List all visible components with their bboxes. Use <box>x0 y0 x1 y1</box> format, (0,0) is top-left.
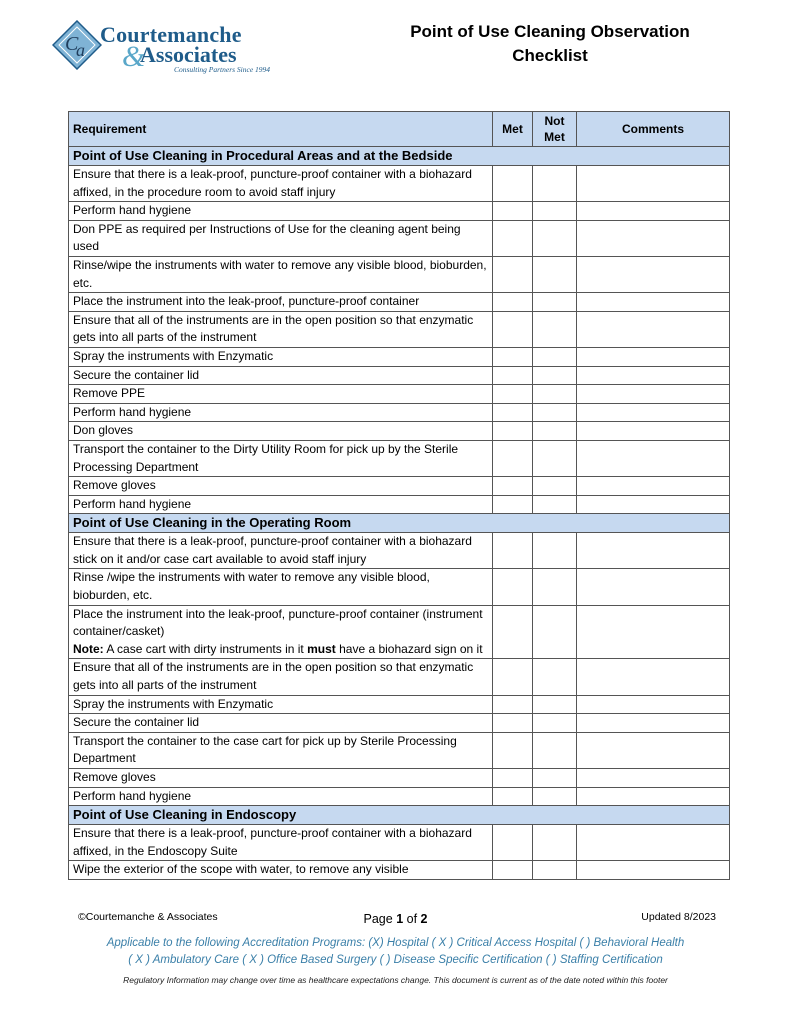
svg-text:C: C <box>65 33 79 55</box>
met-cell[interactable] <box>493 695 533 714</box>
table-row <box>69 495 730 514</box>
table-row <box>69 569 730 605</box>
not-met-cell[interactable] <box>533 202 577 221</box>
requirement-text: Remove gloves <box>69 769 493 788</box>
requirement-text: Place the instrument into the leak-proof, puncture-proof container <box>69 293 493 312</box>
section-title: Point of Use Cleaning in the Operating Room <box>69 514 730 533</box>
programs-line-1: Applicable to the following Accreditation Programs: (X) Hospital ( X ) Critical Access Hospital ( ) Behavioral Health <box>106 937 685 949</box>
table-row <box>69 202 730 221</box>
requirement-text: Ensure that there is a leak-proof, puncture-proof container with a biohazard affixed, in the procedure room to avoid staff injury <box>69 166 493 202</box>
requirement-text: Ensure that all of the instruments are in the open position so that enzymatic gets into all parts of the instrument <box>69 311 493 347</box>
footer-page-number: Page 1 of 2 <box>363 912 428 926</box>
comments-cell[interactable] <box>577 440 730 476</box>
section-header-endoscopy <box>69 806 730 825</box>
not-met-cell[interactable] <box>533 569 577 605</box>
table-row <box>69 366 730 385</box>
not-met-cell[interactable] <box>533 495 577 514</box>
met-cell[interactable] <box>493 166 533 202</box>
requirement-text: Ensure that there is a leak-proof, puncture-proof container with a biohazard stick on it and/or case cart available to avoid staff injury <box>69 533 493 569</box>
requirement-text: Place the instrument into the leak-proof, puncture-proof container (instrument container/casket) Note: A case cart with dirty instruments in it must have a biohazard sign on it <box>69 605 493 659</box>
comments-cell[interactable] <box>577 403 730 422</box>
comments-cell[interactable] <box>577 825 730 861</box>
not-met-cell[interactable] <box>533 659 577 695</box>
not-met-cell[interactable] <box>533 293 577 312</box>
table-row <box>69 385 730 404</box>
comments-cell[interactable] <box>577 166 730 202</box>
col-header-not-met: Not Met <box>533 112 577 147</box>
programs-line-2: ( X ) Ambulatory Care ( X ) Office Based Surgery ( ) Disease Specific Certification ( ) Staffing Certification <box>128 954 663 966</box>
not-met-cell[interactable] <box>533 385 577 404</box>
table-row <box>69 769 730 788</box>
footer-disclaimer: Regulatory Information may change over time as healthcare expectations change. This document is current as of the date noted within this footer <box>123 975 668 985</box>
met-cell[interactable] <box>493 440 533 476</box>
requirement-text: Perform hand hygiene <box>69 495 493 514</box>
footer-updated-date: Updated 8/2023 <box>641 911 716 923</box>
comments-cell[interactable] <box>577 477 730 496</box>
requirement-text: Secure the container lid <box>69 714 493 733</box>
requirement-text: Transport the container to the case cart for pick up by Sterile Processing Department <box>69 732 493 768</box>
logo-ampersand: & <box>122 40 146 73</box>
comments-cell[interactable] <box>577 366 730 385</box>
comments-cell[interactable] <box>577 202 730 221</box>
requirement-text: Transport the container to the Dirty Utility Room for pick up by the Sterile Processing Department <box>69 440 493 476</box>
logo-associates: Associates <box>140 42 237 67</box>
met-cell[interactable] <box>493 569 533 605</box>
table-row <box>69 659 730 695</box>
title-line-2: Checklist <box>512 46 588 65</box>
table-row <box>69 422 730 441</box>
not-met-cell[interactable] <box>533 605 577 659</box>
met-cell[interactable] <box>493 256 533 292</box>
not-met-cell[interactable] <box>533 366 577 385</box>
table-row <box>69 347 730 366</box>
comments-cell[interactable] <box>577 293 730 312</box>
requirement-text: Secure the container lid <box>69 366 493 385</box>
page-title <box>380 20 720 68</box>
requirement-text: Ensure that there is a leak-proof, puncture-proof container with a biohazard affixed, in the Endoscopy Suite <box>69 825 493 861</box>
requirement-text: Rinse /wipe the instruments with water to remove any visible blood, bioburden, etc. <box>69 569 493 605</box>
comments-cell[interactable] <box>577 714 730 733</box>
not-met-cell[interactable] <box>533 256 577 292</box>
not-met-cell[interactable] <box>533 440 577 476</box>
table-row <box>69 220 730 256</box>
title-line-1: Point of Use Cleaning Observation <box>410 22 690 41</box>
not-met-cell[interactable] <box>533 825 577 861</box>
not-met-cell[interactable] <box>533 769 577 788</box>
not-met-cell[interactable] <box>533 695 577 714</box>
section-header-procedural <box>69 147 730 166</box>
met-cell[interactable] <box>493 311 533 347</box>
met-cell[interactable] <box>493 861 533 880</box>
not-met-cell[interactable] <box>533 311 577 347</box>
table-row <box>69 256 730 292</box>
not-met-cell[interactable] <box>533 533 577 569</box>
requirement-text: Ensure that all of the instruments are in the open position so that enzymatic gets into all parts of the instrument <box>69 659 493 695</box>
requirement-text: Remove PPE <box>69 385 493 404</box>
col-header-met: Met <box>493 112 533 147</box>
table-row <box>69 440 730 476</box>
not-met-cell[interactable] <box>533 347 577 366</box>
comments-cell[interactable] <box>577 605 730 659</box>
requirement-text: Wipe the exterior of the scope with water, to remove any visible <box>69 861 493 880</box>
not-met-cell[interactable] <box>533 787 577 806</box>
section-header-operating-room <box>69 514 730 533</box>
section-title: Point of Use Cleaning in Procedural Areas and at the Bedside <box>69 147 730 166</box>
met-cell[interactable] <box>493 825 533 861</box>
comments-cell[interactable] <box>577 695 730 714</box>
table-row <box>69 732 730 768</box>
requirement-text: Spray the instruments with Enzymatic <box>69 695 493 714</box>
requirement-text: Rinse/wipe the instruments with water to remove any visible blood, bioburden, etc. <box>69 256 493 292</box>
col-header-requirement: Requirement <box>69 112 493 147</box>
met-cell[interactable] <box>493 533 533 569</box>
requirement-note: Note: A case cart with dirty instruments in it must have a biohazard sign on it <box>73 641 483 656</box>
table-header-row <box>69 112 730 147</box>
logo-tagline: Consulting Partners Since 1994 <box>174 65 271 74</box>
comments-cell[interactable] <box>577 732 730 768</box>
comments-cell[interactable] <box>577 769 730 788</box>
met-cell[interactable] <box>493 732 533 768</box>
requirement-text: Perform hand hygiene <box>69 787 493 806</box>
requirement-text: Perform hand hygiene <box>69 403 493 422</box>
comments-cell[interactable] <box>577 861 730 880</box>
comments-cell[interactable] <box>577 533 730 569</box>
comments-cell[interactable] <box>577 659 730 695</box>
met-cell[interactable] <box>493 422 533 441</box>
met-cell[interactable] <box>493 714 533 733</box>
requirement-text: Perform hand hygiene <box>69 202 493 221</box>
footer-copyright: ©Courtemanche & Associates <box>78 911 218 923</box>
not-met-cell[interactable] <box>533 477 577 496</box>
met-cell[interactable] <box>493 787 533 806</box>
met-cell[interactable] <box>493 347 533 366</box>
accreditation-programs <box>60 935 731 969</box>
met-cell[interactable] <box>493 202 533 221</box>
met-cell[interactable] <box>493 385 533 404</box>
comments-cell[interactable] <box>577 569 730 605</box>
comments-cell[interactable] <box>577 422 730 441</box>
met-cell[interactable] <box>493 293 533 312</box>
met-cell[interactable] <box>493 605 533 659</box>
comments-cell[interactable] <box>577 385 730 404</box>
table-row <box>69 477 730 496</box>
diamond-logo-icon <box>52 20 102 70</box>
comments-cell[interactable] <box>577 787 730 806</box>
checklist-table <box>68 111 730 880</box>
met-cell[interactable] <box>493 403 533 422</box>
met-cell[interactable] <box>493 659 533 695</box>
table-row <box>69 825 730 861</box>
table-row <box>69 403 730 422</box>
not-met-cell[interactable] <box>533 220 577 256</box>
not-met-cell[interactable] <box>533 422 577 441</box>
table-row <box>69 787 730 806</box>
met-cell[interactable] <box>493 495 533 514</box>
table-row <box>69 166 730 202</box>
col-header-comments: Comments <box>577 112 730 147</box>
met-cell[interactable] <box>493 477 533 496</box>
svg-text:a: a <box>76 40 85 60</box>
comments-cell[interactable] <box>577 256 730 292</box>
not-met-cell[interactable] <box>533 714 577 733</box>
table-row <box>69 714 730 733</box>
company-logo <box>52 20 282 75</box>
table-row <box>69 605 730 659</box>
requirement-text: Don PPE as required per Instructions of Use for the cleaning agent being used <box>69 220 493 256</box>
table-row <box>69 861 730 880</box>
table-row <box>69 695 730 714</box>
requirement-text: Remove gloves <box>69 477 493 496</box>
met-cell[interactable] <box>493 769 533 788</box>
met-cell[interactable] <box>493 220 533 256</box>
not-met-cell[interactable] <box>533 166 577 202</box>
table-row <box>69 533 730 569</box>
comments-cell[interactable] <box>577 495 730 514</box>
not-met-cell[interactable] <box>533 403 577 422</box>
table-row <box>69 293 730 312</box>
comments-cell[interactable] <box>577 220 730 256</box>
table-row <box>69 311 730 347</box>
met-cell[interactable] <box>493 366 533 385</box>
requirement-text: Spray the instruments with Enzymatic <box>69 347 493 366</box>
section-title: Point of Use Cleaning in Endoscopy <box>69 806 730 825</box>
comments-cell[interactable] <box>577 311 730 347</box>
not-met-cell[interactable] <box>533 732 577 768</box>
requirement-text: Don gloves <box>69 422 493 441</box>
comments-cell[interactable] <box>577 347 730 366</box>
logo-company-name: Courtemanche <box>100 22 242 47</box>
not-met-cell[interactable] <box>533 861 577 880</box>
